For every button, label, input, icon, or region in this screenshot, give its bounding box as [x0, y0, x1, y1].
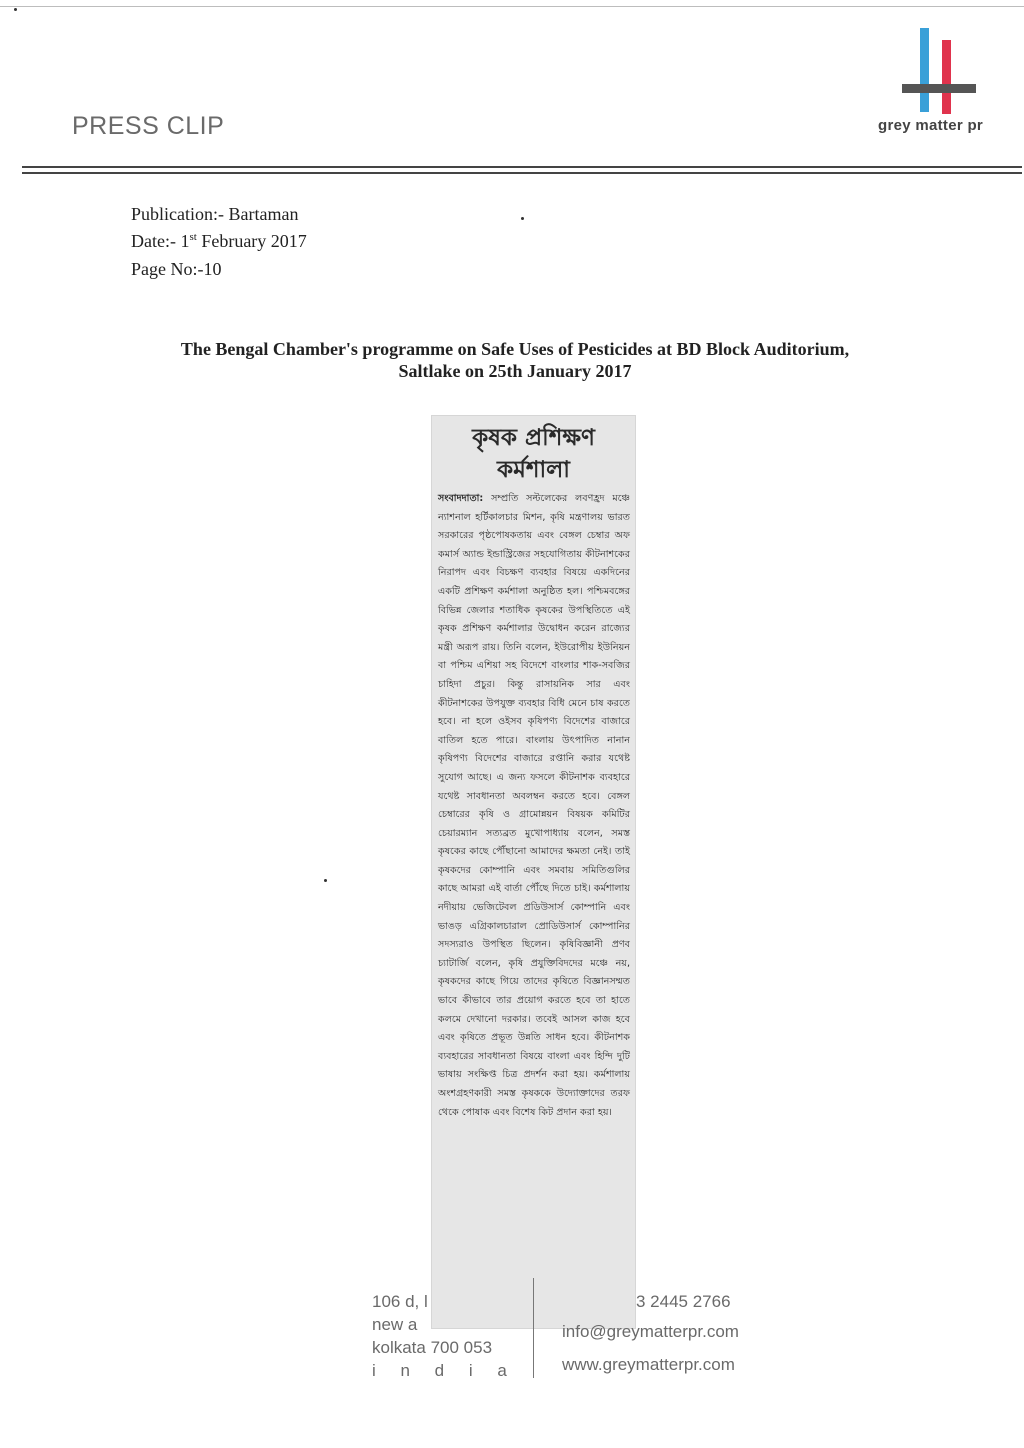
address-line-4: i n d i a: [372, 1361, 517, 1380]
grey-matter-logo-icon: [898, 26, 982, 122]
date-rest: February 2017: [196, 231, 307, 251]
footer-website: www.greymatterpr.com: [562, 1355, 735, 1374]
header-rule-bottom: [22, 172, 1022, 174]
brand-name: grey matter pr: [878, 117, 984, 134]
clipping-title: [432, 422, 635, 486]
logo-grey-bar: [902, 84, 976, 93]
date-line: [131, 231, 307, 252]
page-number-line: Page No:-10: [131, 259, 222, 279]
footer-email: info@greymatterpr.com: [562, 1322, 739, 1341]
clipping-title-line-1: কৃষক প্রশিক্ষণ: [472, 425, 595, 451]
scan-speck: [521, 217, 524, 220]
clipping-body-text: সম্প্রতি সল্টলেকের লবণহ্রদ মঞ্চে ন্যাশনাল হর্টিকালচার মিশন, কৃষি মন্ত্রণালয় ভারত সরকারের পৃষ্ঠপোষকতায় এবং বেঙ্গল চেম্বার অফ কমার্স অ্যান্ড ইন্ডাস্ট্রিজের সহযোগিতায় কীটনাশকের নিরাপদ এবং বিচক্ষণ ব্যবহার বিষয়ে একদিনের একটি প্রশিক্ষণ কর্মশালা অনুষ্ঠিত হল। পশ্চিমবঙ্গের বিভিন্ন জেলার শতাধিক কৃষকের উপস্থিতিতে এই কৃষক প্রশিক্ষণ কর্মশালার উদ্বোধন করেন রাজ্যের মন্ত্রী অরূপ রায়। তিনি বলেন, ইউরোপীয় ইউনিয়ন বা পশ্চিম এশিয়া সহ বিদেশে বাংলার শাক-সবজির চাহিদা প্রচুর। কিন্তু রাসায়নিক সার এবং কীটনাশকের উপযুক্ত ব্যবহার বিধি মেনে চাষ করতে হবে। না হলে ওইসব কৃষিপণ্য বিদেশের বাজারে বাতিল হতে পারে। বাংলায় উৎপাদিত নানান কৃষিপণ্য বিদেশের বাজারে রপ্তানি করার যথেষ্ট সুযোগ আছে। এ জন্য ফসলে কীটনাশক ব্যবহারে যথেষ্ট সাবধানতা অবলম্বন করতে হবে। বেঙ্গল চেম্বারের কৃষি ও গ্রামোন্নয়ন বিষয়ক কমিটির চেয়ারম্যান সত্যব্রত মুখোপাধ্যায় বলেন, সমস্ত কৃষকের কাছে পৌঁছানো আমাদের ক্ষমতা নেই। তাই কৃষকদের কোম্পানি এবং সমবায় সমিতিগুলির কাছে আমরা এই বার্তা পৌঁছে দিতে চাই। কর্মশালায় নদীয়ায় ভেজিটেবল প্রডিউসার্স কোম্পানি এবং ভাঙড় এগ্রিকালচারাল প্রোডিউসার্স কোম্পানির সদস্যরাও উপস্থিত ছিলেন। কৃষিবিজ্ঞানী প্রণব চ্যাটার্জি বলেন, কৃষি প্রযুক্তিবিদদের মঞ্চে নয়, কৃষকদের কাছে গিয়ে তাদের কৃষিতে বিজ্ঞানসম্মত ভাবে কীভাবে তার প্রয়োগ করতে হবে তা হাতে কলমে দেখানো দরকার। তবেই আসল কাজ হবে এবং কৃষিতে প্রভূত উন্নতি সাধন হবে। কীটনাশক ব্যবহারের সাবধানতা বিষয়ে বাংলা এবং হিন্দি দুটি ভাষায় সংক্ষিপ্ত চিত্র প্রদর্শন করা হয়। কর্মশালায় অংশগ্রহণকারী সমস্ত কৃষককে উদ্যোক্তাদের তরফ থেকে পোষাক এবং বিশেষ কিট প্রদান করা হয়।: [438, 493, 630, 1118]
clipping-title-line-2: কর্মশালা: [497, 457, 570, 483]
logo-blue-bar: [920, 28, 929, 112]
logo-red-bar: [942, 40, 951, 114]
headline-line-1: The Bengal Chamber's programme on Safe Uses of Pesticides at BD Block Auditorium,: [180, 339, 850, 359]
top-edge-line: [0, 6, 1024, 7]
clipping-byline: সংবাদদাতা:: [438, 493, 484, 504]
footer-divider: [533, 1278, 534, 1378]
header-rule-top: [22, 166, 1022, 168]
footer-phone: 3 2445 2766: [636, 1292, 731, 1311]
press-clip-label: PRESS CLIP: [72, 112, 225, 140]
headline-line-2: Saltlake on 25th January 2017: [398, 361, 632, 381]
scan-speck: [14, 8, 17, 11]
scan-speck: [324, 879, 327, 882]
date-suffix: st: [189, 231, 197, 243]
address-line-2: new a: [372, 1315, 418, 1334]
address-line-3: kolkata 700 053: [372, 1338, 493, 1357]
date-prefix: Date:- 1: [131, 231, 190, 251]
address-line-1: 106 d, l: [372, 1292, 428, 1311]
clipping-body: [438, 490, 630, 1122]
article-headline: [100, 338, 930, 382]
publication-line: Publication:- Bartaman: [131, 204, 299, 224]
